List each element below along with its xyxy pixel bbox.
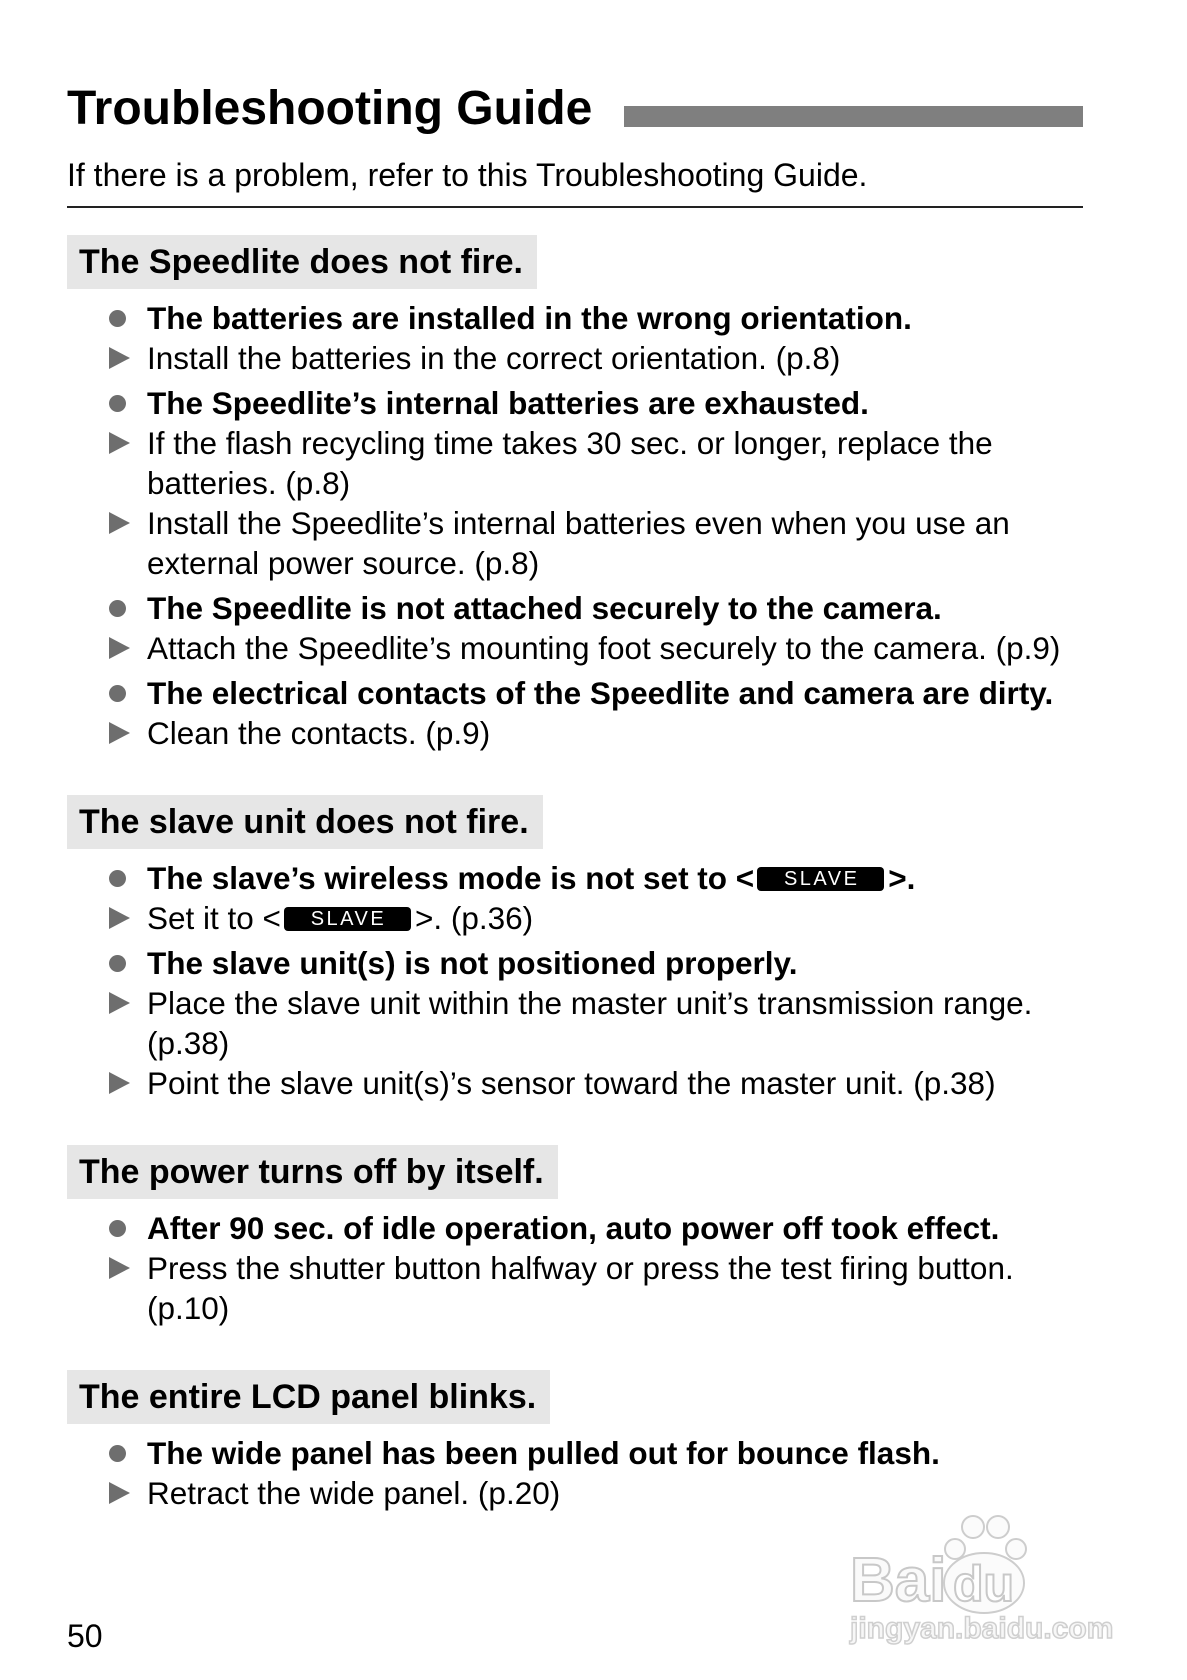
remedy-item: [67, 628, 1083, 668]
remedy-item: [67, 338, 1083, 378]
item-text-segment: The Speedlite’s internal batteries are exhausted.: [147, 385, 869, 421]
watermark-logo-right: du: [953, 1556, 1015, 1612]
circle-bullet-icon: [109, 870, 126, 887]
remedy-item: [67, 898, 1083, 938]
triangle-arrow-icon: [109, 1482, 130, 1504]
circle-bullet-icon: [109, 395, 126, 412]
item-text-segment: Install the Speedlite’s internal batteries even when you use an external power source. (p.8): [147, 505, 1010, 581]
cause-item: [67, 858, 1083, 898]
item-text: [147, 1435, 940, 1471]
cause-item: [67, 1208, 1083, 1248]
item-text-segment: Attach the Speedlite’s mounting foot securely to the camera. (p.9): [147, 630, 1061, 666]
item-text-segment: Press the shutter button halfway or press the test firing button. (p.10): [147, 1250, 1014, 1326]
item-text-segment: The Speedlite is not attached securely to the camera.: [147, 590, 942, 626]
item-text: [147, 1250, 1014, 1326]
remedy-item: [67, 503, 1083, 583]
item-text: [147, 715, 490, 751]
triangle-arrow-icon: [109, 907, 130, 929]
item-text-segment: >. (p.36): [414, 900, 534, 936]
page-number: 50: [67, 1618, 103, 1654]
remedy-item: [67, 713, 1083, 753]
circle-bullet-icon: [109, 1220, 126, 1237]
item-text-segment: If the flash recycling time takes 30 sec. or longer, replace the batteries. (p.8): [147, 425, 993, 501]
troubleshooting-sections: [67, 235, 1083, 1513]
item-text: [147, 860, 915, 896]
item-text: [147, 675, 1053, 711]
section-heading: The slave unit does not fire.: [67, 795, 543, 849]
item-text-segment: Point the slave unit(s)’s sensor toward the master unit. (p.38): [147, 1065, 996, 1101]
cause-item: [67, 1433, 1083, 1473]
item-list: [67, 1424, 1083, 1513]
cause-item: [67, 383, 1083, 423]
item-list: [67, 1199, 1083, 1328]
item-text: [147, 340, 840, 376]
cause-item: [67, 298, 1083, 338]
item-text-segment: Retract the wide panel. (p.20): [147, 1475, 561, 1511]
triangle-arrow-icon: [109, 1257, 130, 1279]
item-text-segment: Install the batteries in the correct orientation. (p.8): [147, 340, 841, 376]
intro-text: If there is a problem, refer to this Troubleshooting Guide.: [67, 157, 868, 193]
item-list: [67, 289, 1083, 753]
section-heading: The Speedlite does not fire.: [67, 235, 537, 289]
item-text-segment: The slave’s wireless mode is not set to <: [147, 860, 755, 896]
item-text: [147, 1210, 999, 1246]
item-text: [147, 1065, 996, 1101]
slave-mode-badge: SLAVE: [284, 907, 411, 931]
remedy-item: [67, 1063, 1083, 1103]
item-text-segment: The electrical contacts of the Speedlite and camera are dirty.: [147, 675, 1054, 711]
item-text: [147, 630, 1060, 666]
item-text-segment: The slave unit(s) is not positioned properly.: [147, 945, 798, 981]
item-text: [147, 505, 1010, 581]
slave-mode-badge: SLAVE: [757, 867, 884, 891]
troubleshooting-section: [67, 235, 1083, 753]
circle-bullet-icon: [109, 600, 126, 617]
item-text: [147, 1475, 560, 1511]
triangle-arrow-icon: [109, 432, 130, 454]
section-heading: The entire LCD panel blinks.: [67, 1370, 550, 1424]
remedy-item: [67, 983, 1083, 1063]
item-text: [147, 300, 912, 336]
cause-item: [67, 673, 1083, 713]
triangle-arrow-icon: [109, 992, 130, 1014]
section-heading: The power turns off by itself.: [67, 1145, 558, 1199]
item-list: [67, 849, 1083, 1103]
page-title: Troubleshooting Guide: [67, 82, 593, 135]
triangle-arrow-icon: [109, 722, 130, 744]
circle-bullet-icon: [109, 955, 126, 972]
item-text: [147, 985, 1032, 1061]
triangle-arrow-icon: [109, 347, 130, 369]
circle-bullet-icon: [109, 310, 126, 327]
item-text-segment: The wide panel has been pulled out for bounce flash.: [147, 1435, 940, 1471]
item-text-segment: The batteries are installed in the wrong orientation.: [147, 300, 912, 336]
item-text: [147, 590, 942, 626]
item-text: [147, 945, 798, 981]
troubleshooting-section: [67, 1145, 1083, 1328]
item-text: [147, 425, 993, 501]
item-text-segment: Set it to <: [147, 900, 281, 936]
triangle-arrow-icon: [109, 1072, 130, 1094]
item-text-segment: After 90 sec. of idle operation, auto power off took effect.: [147, 1210, 1000, 1246]
remedy-item: [67, 423, 1083, 503]
item-text-segment: >.: [888, 860, 916, 896]
cause-item: [67, 943, 1083, 983]
troubleshooting-section: [67, 1370, 1083, 1513]
item-text: [147, 385, 869, 421]
circle-bullet-icon: [109, 1445, 126, 1462]
baidu-jingyan-watermark: [845, 1505, 1130, 1645]
item-text-segment: Clean the contacts. (p.9): [147, 715, 491, 751]
circle-bullet-icon: [109, 685, 126, 702]
watermark-url: jingyan.baidu.com: [850, 1612, 1114, 1645]
cause-item: [67, 588, 1083, 628]
watermark-logo-left: Bai: [850, 1546, 947, 1615]
item-text-segment: Place the slave unit within the master unit’s transmission range. (p.38): [147, 985, 1033, 1061]
triangle-arrow-icon: [109, 512, 130, 534]
triangle-arrow-icon: [109, 637, 130, 659]
title-decoration-bar: [624, 106, 1083, 127]
remedy-item: [67, 1248, 1083, 1328]
divider-rule: [67, 206, 1083, 208]
troubleshooting-section: [67, 795, 1083, 1103]
item-text: [147, 900, 533, 936]
